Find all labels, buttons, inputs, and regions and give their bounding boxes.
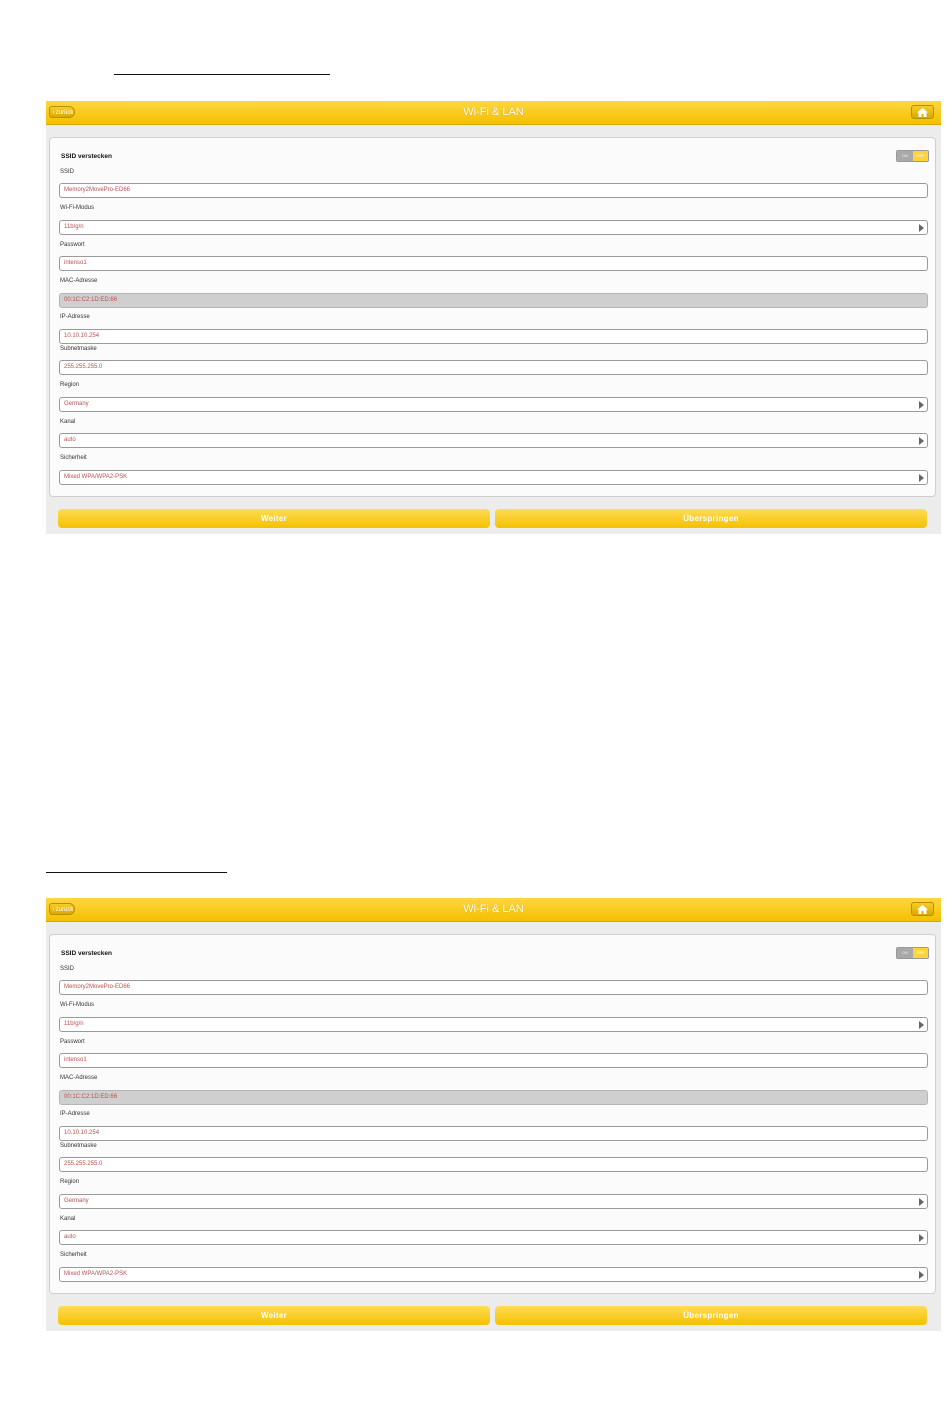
ip-adresse-label: IP-Adresse [60,1111,90,1117]
device-screen [46,898,941,1331]
divider-line-bottom [46,872,227,873]
passwort-label: Passwort [60,242,85,248]
wi-fi-modus-label: Wi-Fi-Modus [60,205,94,211]
skip-button[interactable]: Überspringen [495,509,927,528]
wi-fi-modus-value: 11b/g/n [64,224,84,230]
passwort-value: intenso1 [64,1057,87,1063]
hide-ssid-toggle[interactable] [896,150,929,162]
kanal-select[interactable] [59,433,928,448]
ip-adresse-value: 10.10.10.254 [64,1130,100,1136]
wi-fi-modus-select[interactable] [59,220,928,235]
subnetmaske-label: Subnetmaske [60,346,97,352]
sicherheit-select[interactable] [59,470,928,485]
region-value: Germany [64,1198,89,1204]
kanal-value: auto [64,1234,76,1240]
ssid-label: SSID [60,169,75,175]
chevron-right-icon [919,437,924,445]
toggle-off-label: OFF [913,948,928,958]
mac-adresse-value: 00:1C:C2:1D:ED:66 [64,297,118,303]
region-label: Region [60,1179,80,1185]
ip-adresse-field[interactable] [59,329,928,344]
wi-fi-modus-select[interactable] [59,1017,928,1032]
kanal-label: Kanal [60,419,76,425]
toggle-on-label: ON [897,151,913,161]
mac-adresse-value: 00:1C:C2:1D:ED:66 [64,1094,118,1100]
wi-fi-modus-label: Wi-Fi-Modus [60,1002,94,1008]
passwort-label: Passwort [60,1039,85,1045]
chevron-right-icon [919,1234,924,1242]
back-button-label: zurück [55,907,74,913]
subnetmaske-field[interactable] [59,1157,928,1172]
settings-panel [49,934,936,1294]
chevron-left-icon: ‹ [52,907,55,913]
home-button[interactable] [911,902,934,916]
passwort-value: intenso1 [64,260,87,266]
chevron-left-icon: ‹ [52,110,55,116]
divider-line-top [114,74,330,75]
hide-ssid-label: SSID verstecken [61,153,112,160]
nav-bar [46,101,941,125]
hide-ssid-label: SSID verstecken [61,950,112,957]
page-title: Wi-Fi & LAN [463,106,524,118]
chevron-right-icon [919,1271,924,1279]
ip-adresse-field[interactable] [59,1126,928,1141]
kanal-select[interactable] [59,1230,928,1245]
mac-adresse-label: MAC-Adresse [60,1075,98,1081]
subnetmaske-field[interactable] [59,360,928,375]
region-select[interactable] [59,397,928,412]
skip-button[interactable]: Überspringen [495,1306,927,1325]
next-button[interactable]: Weiter [58,1306,490,1325]
mac-adresse-field [59,293,928,308]
ssid-field[interactable] [59,980,928,995]
chevron-right-icon [919,474,924,482]
home-button[interactable] [911,105,934,119]
sicherheit-label: Sicherheit [60,455,87,461]
mac-adresse-field [59,1090,928,1105]
mac-adresse-label: MAC-Adresse [60,278,98,284]
kanal-value: auto [64,437,76,443]
nav-bar [46,898,941,922]
ssid-value: Memory2MovePro-ED66 [64,187,131,193]
ssid-label: SSID [60,966,75,972]
chevron-right-icon [919,224,924,232]
settings-panel [49,137,936,497]
region-select[interactable] [59,1194,928,1209]
back-button-label: zurück [55,110,74,116]
subnetmaske-label: Subnetmaske [60,1143,97,1149]
sicherheit-select[interactable] [59,1267,928,1282]
region-label: Region [60,382,80,388]
sicherheit-value: Mixed WPA/WPA2-PSK [64,1271,128,1277]
chevron-right-icon [919,1021,924,1029]
next-button[interactable]: Weiter [58,509,490,528]
ssid-value: Memory2MovePro-ED66 [64,984,131,990]
toggle-on-label: ON [897,948,913,958]
toggle-off-label: OFF [913,151,928,161]
page-title: Wi-Fi & LAN [463,903,524,915]
home-icon [917,905,928,914]
home-icon [917,108,928,117]
kanal-label: Kanal [60,1216,76,1222]
wi-fi-modus-value: 11b/g/n [64,1021,84,1027]
chevron-right-icon [919,401,924,409]
passwort-field[interactable] [59,1053,928,1068]
ip-adresse-label: IP-Adresse [60,314,90,320]
chevron-right-icon [919,1198,924,1206]
subnetmaske-value: 255.255.255.0 [64,364,103,370]
ip-adresse-value: 10.10.10.254 [64,333,100,339]
ssid-field[interactable] [59,183,928,198]
passwort-field[interactable] [59,256,928,271]
subnetmaske-value: 255.255.255.0 [64,1161,103,1167]
device-screen [46,101,941,534]
region-value: Germany [64,401,89,407]
sicherheit-label: Sicherheit [60,1252,87,1258]
sicherheit-value: Mixed WPA/WPA2-PSK [64,474,128,480]
hide-ssid-toggle[interactable] [896,947,929,959]
